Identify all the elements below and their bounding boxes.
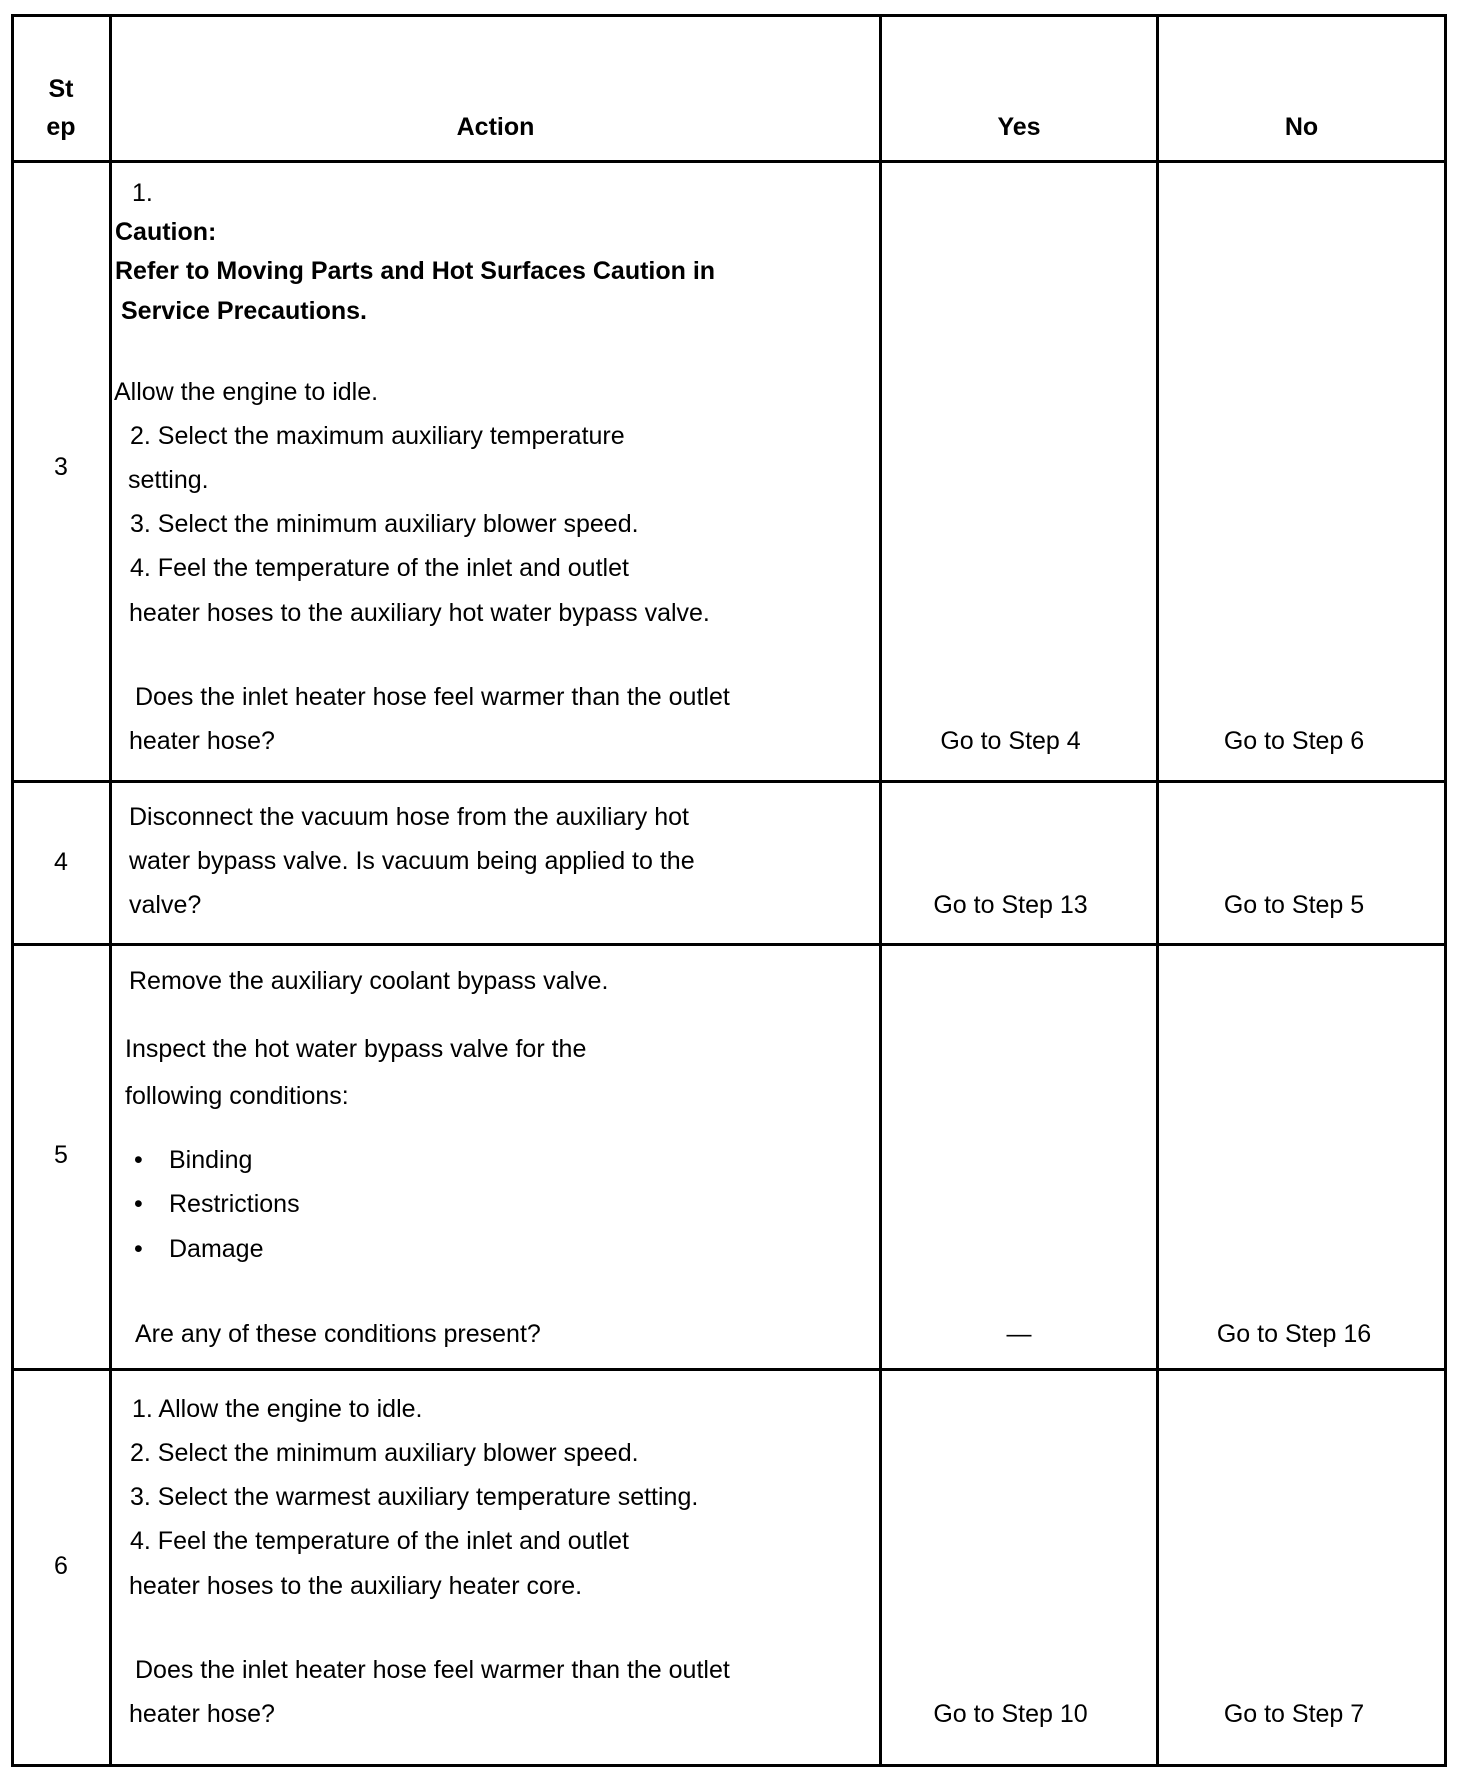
action-line: following conditions:: [125, 1082, 349, 1110]
no-result: Go to Step 7: [1223, 1700, 1365, 1728]
header-no: No: [1284, 113, 1319, 141]
condition-item-binding: Binding: [169, 1146, 253, 1174]
action-line: Remove the auxiliary coolant bypass valve.: [129, 967, 609, 995]
caution-text-line2: Service Precautions.: [121, 297, 367, 325]
action-question: Does the inlet heater hose feel warmer than the outlet: [135, 1656, 730, 1684]
action-line: 4. Feel the temperature of the inlet and outlet: [130, 1527, 629, 1555]
no-result: Go to Step 5: [1223, 891, 1365, 919]
yes-result: Go to Step 13: [933, 891, 1088, 919]
action-line: heater hoses to the auxiliary hot water bypass valve.: [129, 599, 710, 627]
bullet-icon: •: [134, 1146, 143, 1174]
table-border-right: [1444, 14, 1447, 1767]
table-border-top: [11, 14, 1447, 17]
yes-result: —: [1006, 1320, 1032, 1348]
bullet-icon: •: [134, 1235, 143, 1263]
action-question: heater hose?: [129, 1700, 275, 1728]
condition-item-restrictions: Restrictions: [169, 1190, 300, 1218]
action-line: valve?: [129, 891, 202, 919]
row-divider: [11, 943, 1447, 946]
header-step-line2: ep: [46, 113, 76, 141]
action-line: 2. Select the minimum auxiliary blower speed.: [130, 1439, 639, 1467]
header-action: Action: [456, 113, 535, 141]
no-result: Go to Step 6: [1223, 727, 1365, 755]
action-line: Allow the engine to idle.: [114, 378, 379, 406]
action-list-number: 1.: [132, 179, 153, 207]
header-divider: [11, 160, 1447, 163]
header-step-line1: St: [48, 75, 74, 103]
diagnostic-table: [11, 14, 1447, 1767]
step-number: 5: [54, 1141, 68, 1169]
header-yes: Yes: [997, 113, 1041, 141]
step-number: 6: [54, 1552, 68, 1580]
step-number: 4: [54, 848, 68, 876]
action-line: setting.: [128, 466, 209, 494]
yes-result: Go to Step 10: [933, 1700, 1088, 1728]
action-line: 2. Select the maximum auxiliary temperature: [130, 422, 625, 450]
action-question: Are any of these conditions present?: [135, 1320, 541, 1348]
caution-text-line1: Refer to Moving Parts and Hot Surfaces Caution in: [115, 257, 716, 285]
action-line: water bypass valve. Is vacuum being applied to the: [129, 847, 695, 875]
action-question: heater hose?: [129, 727, 275, 755]
step-number: 3: [54, 453, 68, 481]
action-line: Inspect the hot water bypass valve for the: [125, 1035, 587, 1063]
action-line: 3. Select the warmest auxiliary temperature setting.: [130, 1483, 699, 1511]
action-line: 3. Select the minimum auxiliary blower speed.: [130, 510, 639, 538]
row-divider: [11, 780, 1447, 783]
no-result: Go to Step 16: [1216, 1320, 1372, 1348]
row-divider: [11, 1368, 1447, 1371]
bullet-icon: •: [134, 1190, 143, 1218]
action-line: 4. Feel the temperature of the inlet and outlet: [130, 554, 629, 582]
caution-label: Caution:: [115, 218, 217, 246]
yes-result: Go to Step 4: [940, 727, 1081, 755]
table-border-left: [11, 14, 14, 1767]
column-divider-step: [109, 14, 112, 1767]
action-line: 1. Allow the engine to idle.: [132, 1395, 423, 1423]
action-line: Disconnect the vacuum hose from the auxiliary hot: [129, 803, 689, 831]
condition-item-damage: Damage: [169, 1235, 264, 1263]
action-line: heater hoses to the auxiliary heater core.: [129, 1572, 583, 1600]
action-question: Does the inlet heater hose feel warmer than the outlet: [135, 683, 730, 711]
table-border-bottom: [11, 1764, 1447, 1767]
